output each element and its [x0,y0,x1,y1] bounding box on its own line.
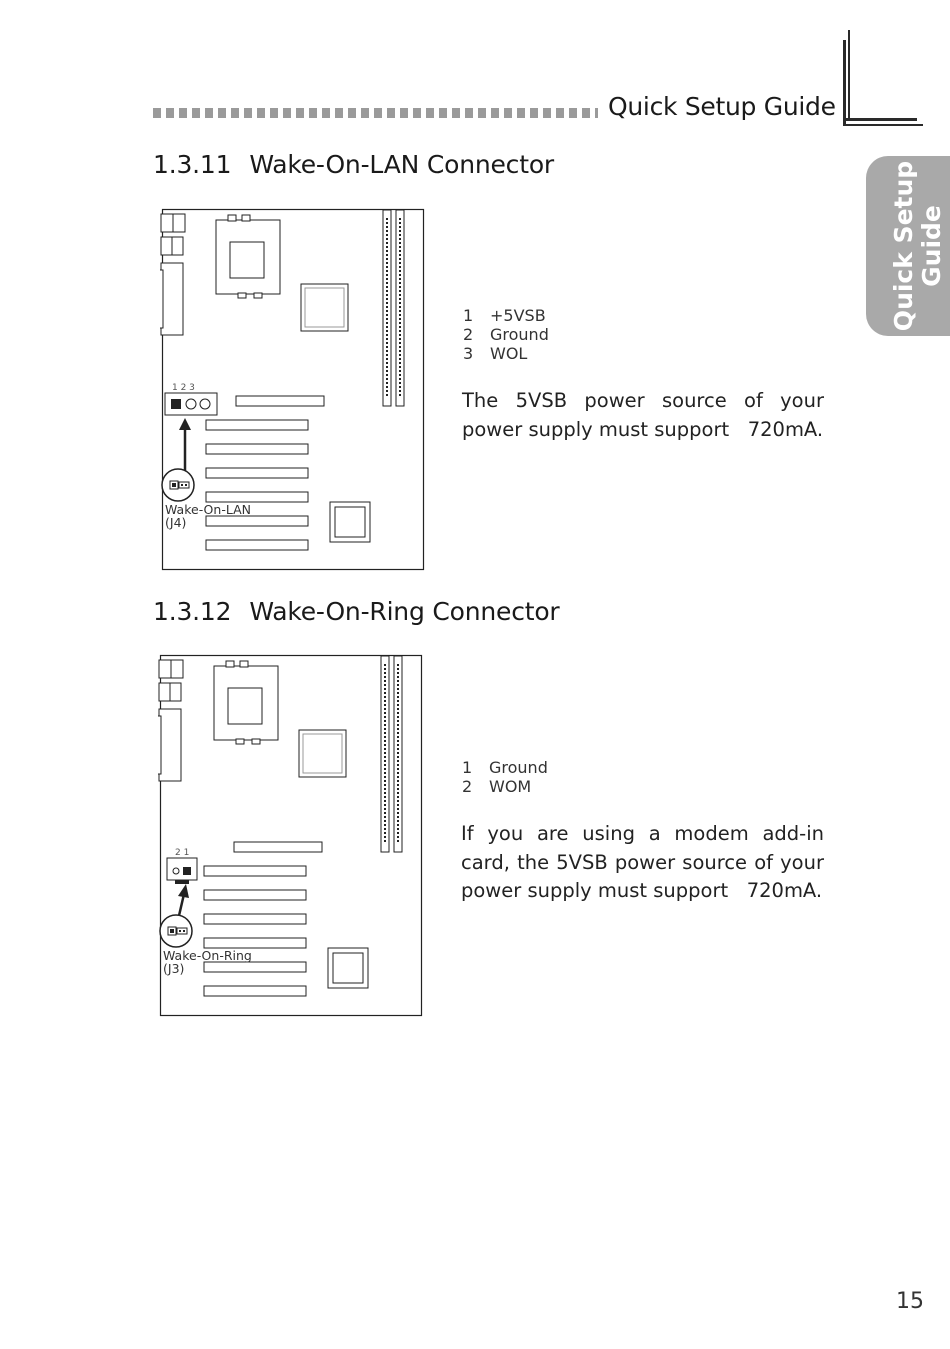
pin-list-wol [463,306,549,363]
section-heading-wol [153,150,554,179]
pin-1 [171,399,181,409]
side-tab-line1: Quick Setup [889,160,918,332]
pin-header-label: 1 2 3 [172,383,195,393]
pin-name: WOM [489,777,532,796]
section-number: 1.3.12 [153,597,232,626]
pin-name: Ground [490,325,549,344]
pin-number: 3 [463,344,474,363]
page-number: 15 [896,1289,924,1314]
side-chapter-tab [866,156,950,336]
motherboard-diagram-wor [158,654,424,1018]
side-tab-label [890,161,946,331]
pin-3 [200,399,210,409]
diagram-label: Wake-On-LAN [165,502,251,517]
pin-row [462,758,548,777]
pin-number: 1 [462,758,473,777]
pin-row [463,344,549,363]
header-dot-rule [153,108,598,118]
pin-number: 2 [463,325,474,344]
section-title: Wake-On-Ring Connector [249,597,560,626]
pin-list-wor [462,758,548,796]
pin-row [463,325,549,344]
diagram-sublabel: (J4) [165,515,187,530]
pin-name: +5VSB [490,306,546,325]
section-heading-wor [153,597,560,626]
motherboard-diagram-wol [160,208,426,572]
diagram-sublabel: (J3) [163,961,185,976]
pin-row [463,306,549,325]
pin-number: 2 [462,777,473,796]
note-paragraph-wol: The 5VSB power source of your power supply must support 720mA. [462,389,824,441]
pin-row [462,777,548,796]
pin-name: Ground [489,758,548,777]
pin-2 [173,868,179,874]
note-paragraph-wor: If you are using a modem add-in card, the 5VSB power source of your power supply must support 720mA. [461,822,824,902]
pin-name: WOL [490,344,528,363]
running-title: Quick Setup Guide [608,92,836,121]
section-number: 1.3.11 [153,150,232,179]
diagram-label: Wake-On-Ring [163,948,252,963]
pin-1 [183,867,191,875]
corner-mark-base [843,118,917,121]
corner-mark [843,40,846,124]
pin-2 [186,399,196,409]
pin-number: 1 [463,306,474,325]
side-tab-line2: Guide [917,205,946,287]
pin-header-label: 2 1 [175,848,190,858]
corner-mark-base-inner [843,124,923,126]
corner-mark-inner [848,30,850,118]
section-title: Wake-On-LAN Connector [249,150,554,179]
